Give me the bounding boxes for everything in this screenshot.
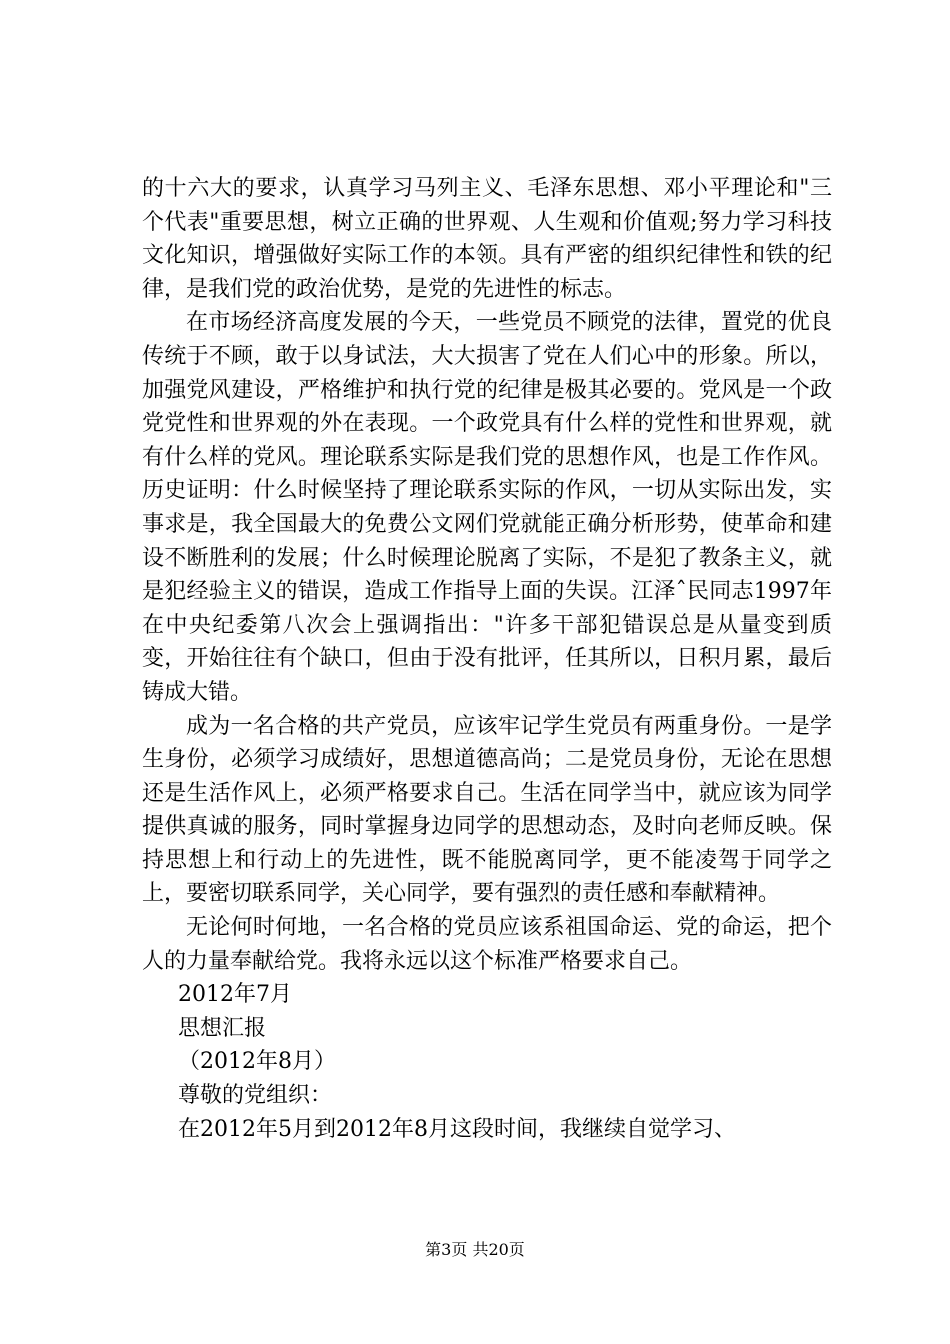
- paragraph-party-discipline: 在市场经济高度发展的今天，一些党员不顾党的法律，置党的优良传统于不顾，敢于以身试法，大大损害了党在人们心中的形象。所以，加强党风建设，严格维护和执行党的纪律是极其必要的。党风是一个政党党性和世界观的外在表现。一个政党具有什么样的党性和世界观，就有什么样的党风。理论联系实际是我们党的思想作风，也是工作作风。历史证明：什么时候坚持了理论联系实际的作风，一切从实际出发，实事求是，我全国最大的免费公文网们党就能正确分析形势，使革命和建设不断胜利的发展；什么时候理论脱离了实际，不是犯了教条主义，就是犯经验主义的错误，造成工作指导上面的失误。江泽ˆ民同志1997年在中央纪委第八次会上强调指出："许多干部犯错误总是从量变到质变，开始往往有个缺口，但由于没有批评，任其所以，日积月累，最后铸成大错。: [142, 310, 832, 705]
- report-date: （2012年8月）: [178, 1049, 336, 1075]
- salutation: 尊敬的党组织：: [178, 1083, 333, 1109]
- report-opening-line: 在2012年5月到2012年8月这段时间，我继续自觉学习、: [178, 1116, 736, 1142]
- document-body: [142, 172, 832, 1146]
- date-line: 2012年7月: [178, 982, 292, 1008]
- page-footer: 第3页 共20页: [425, 1240, 525, 1259]
- report-title: 思想汇报: [178, 1015, 267, 1041]
- paragraph-student-member: 成为一名合格的共产党员，应该牢记学生党员有两重身份。一是学生身份，必须学习成绩好，思想道德高尚；二是党员身份，无论在思想还是生活作风上，必须严格要求自己。生活在同学当中，就应该为同学提供真诚的服务，同时掌握身边同学的思想动态，及时向老师反映。保持思想上和行动上的先进性，既不能脱离同学，更不能凌驾于同学之上，要密切联系同学，关心同学，要有强烈的责任感和奉献精神。: [142, 713, 832, 907]
- paragraph-continuation: 的十六大的要求，认真学习马列主义、毛泽东思想、邓小平理论和"三个代表"重要思想，树立正确的世界观、人生观和价值观;努力学习科技文化知识，增强做好实际工作的本领。具有严密的组织纪律性和铁的纪律，是我们党的政治优势，是党的先进性的标志。: [142, 176, 832, 302]
- paragraph-commitment: 无论何时何地，一名合格的党员应该系祖国命运、党的命运，把个人的力量奉献给党。我将永远以这个标准严格要求自己。: [142, 915, 832, 974]
